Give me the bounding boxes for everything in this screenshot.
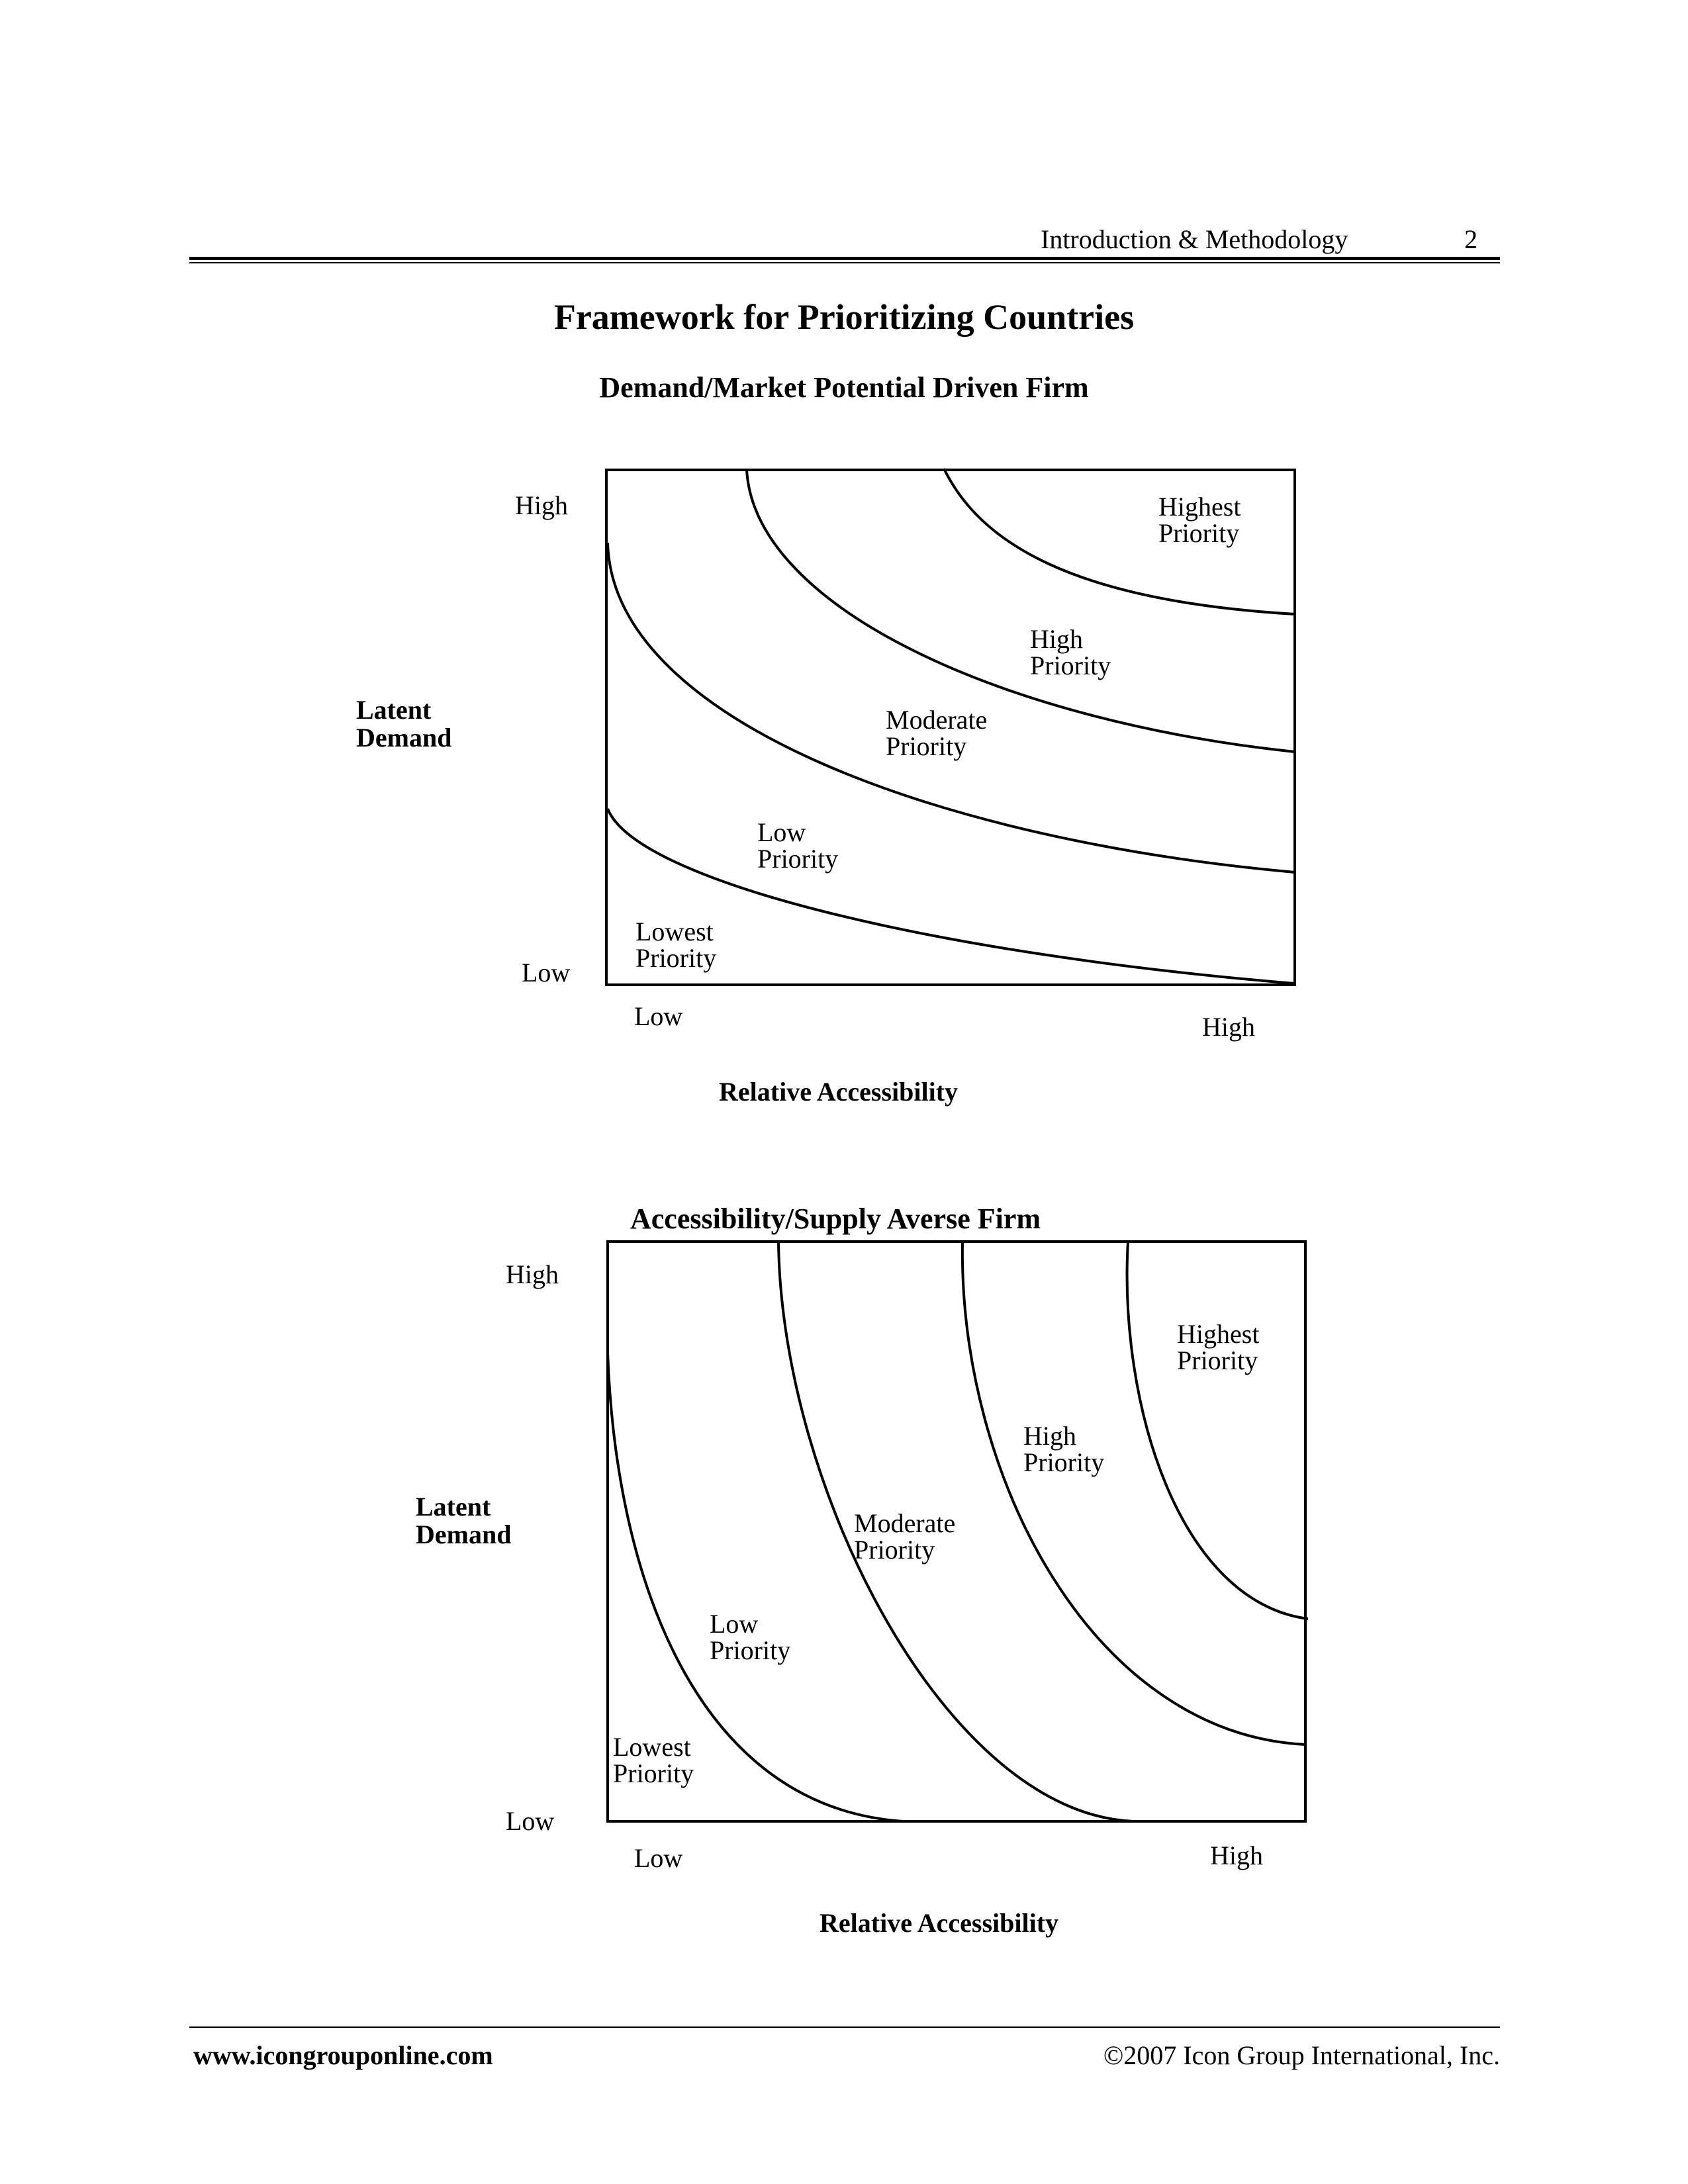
region-line2: Priority [854,1535,935,1565]
diagram-2-y-low: Low [506,1806,555,1836]
diagram-2-y-axis-label [416,1493,511,1549]
diagram-2-region-low [710,1611,790,1664]
diagram-2-subtitle: Accessibility/Supply Averse Firm [630,1203,1041,1235]
region-line2: Priority [757,844,839,874]
diagram-1-y-axis-label [356,696,451,752]
footer-website: www.icongrouponline.com [193,2040,493,2070]
running-header-section: Introduction & Methodology [1041,224,1348,254]
diagram-2-region-high [1023,1423,1104,1476]
region-line2: Priority [710,1635,791,1665]
region-line1: Low [710,1609,759,1639]
region-line1: Moderate [886,705,988,735]
diagram-2-region-lowest [613,1734,694,1787]
region-line1: High [1030,624,1083,654]
region-line2: Priority [1177,1345,1258,1375]
region-line1: Lowest [613,1732,691,1762]
diagram-1-y-label-line1: Latent [356,695,432,725]
diagram-1-region-moderate [886,707,987,760]
region-line2: Priority [1023,1447,1105,1477]
diagram-1-region-high [1030,626,1111,679]
region-line1: Low [757,817,806,847]
region-line2: Priority [613,1758,694,1788]
region-line1: Highest [1177,1319,1260,1349]
region-line2: Priority [1158,518,1240,548]
diagram-2-region-moderate [854,1510,955,1563]
diagram-2-x-low: Low [634,1843,683,1873]
diagram-2-x-axis-label: Relative Accessibility [820,1908,1059,1938]
diagram-2-curve-high [962,1242,1305,1745]
diagram-1-region-lowest [635,919,716,972]
diagram-2-y-label-line2: Demand [416,1520,512,1549]
diagram-2-curve-highest [1127,1242,1308,1619]
region-line1: Lowest [635,917,714,946]
diagram-2-y-label-line1: Latent [416,1492,491,1522]
diagram-1-subtitle: Demand/Market Potential Driven Firm [599,371,1089,404]
region-line1: Moderate [854,1508,956,1538]
region-line2: Priority [635,943,717,973]
region-line1: High [1023,1421,1076,1451]
region-line2: Priority [886,731,967,761]
region-line1: Highest [1158,492,1241,522]
diagram-2-y-high: High [506,1259,559,1289]
diagram-2-x-high: High [1210,1841,1263,1870]
diagram-1-chart [0,457,1688,999]
diagram-1-curve-highest [944,469,1295,614]
diagram-2-region-highest [1177,1321,1259,1374]
footer-rule [189,2026,1500,2028]
diagram-2-curve-moderate [778,1242,1133,1821]
diagram-1-x-low: Low [634,1001,683,1031]
page-number: 2 [1464,224,1477,254]
page-title: Framework for Prioritizing Countries [553,297,1135,337]
diagram-1-y-high: High [515,490,568,520]
header-rule-thin [189,262,1500,263]
diagram-1-x-axis-label: Relative Accessibility [719,1077,959,1107]
diagram-1-y-low: Low [522,958,571,987]
header-rule-thick [189,257,1500,260]
diagram-1-region-low [757,819,838,872]
diagram-1-y-label-line2: Demand [356,723,452,752]
region-line2: Priority [1030,651,1111,680]
diagram-1-x-high: High [1202,1012,1255,1042]
diagram-2-chart [0,1231,1688,1827]
diagram-1-region-highest [1158,494,1241,547]
footer-copyright: ©2007 Icon Group International, Inc. [1103,2040,1500,2070]
